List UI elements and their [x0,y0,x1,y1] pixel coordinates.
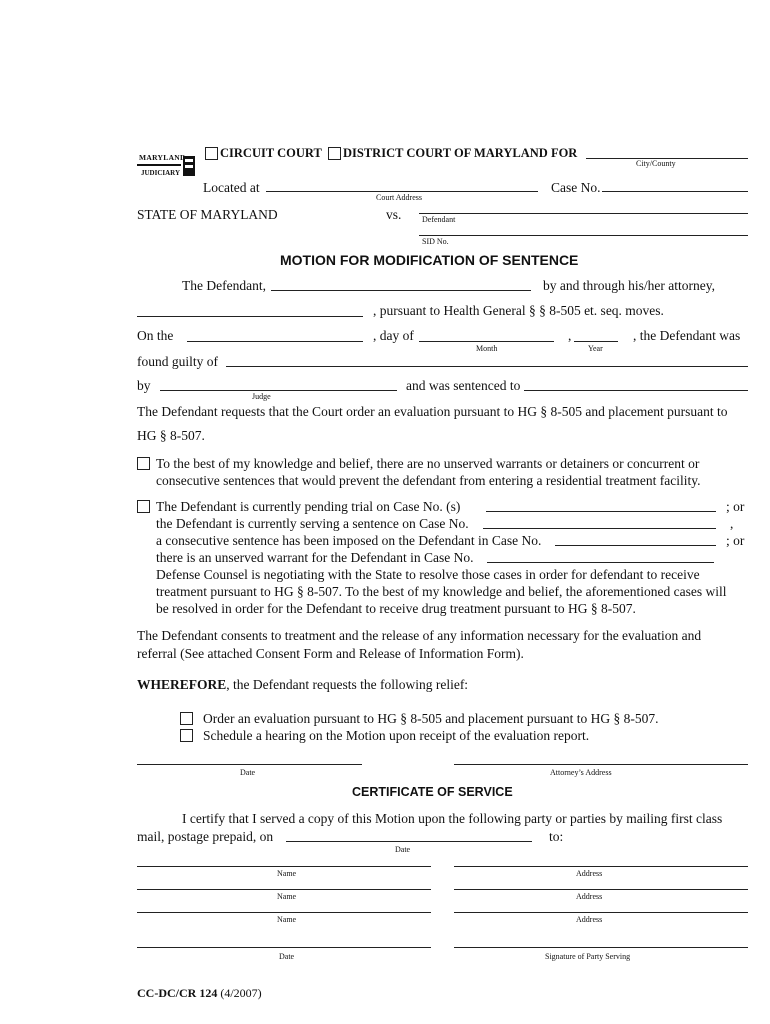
schedule-hearing-checkbox[interactable] [180,729,193,742]
comma: , [568,328,572,343]
negotiating-line-2: treatment pursuant to HG § 8-507. To the best of my knowledge and belief, the aforementioned cases will [156,584,727,599]
vs-label: vs. [386,207,402,222]
signature-field[interactable] [454,947,748,948]
wherefore-line [137,677,468,693]
party-address-field-1[interactable] [454,866,748,867]
year-field[interactable] [574,341,618,342]
signing-date-field[interactable] [137,947,431,948]
consecutive-case-no-field[interactable] [555,545,716,546]
no-warrants-line-1: To the best of my knowledge and belief, there are no unserved warrants or detainers or concurrent or [156,456,700,471]
day-of-label: , day of [373,328,414,343]
defendant-was-label: , the Defendant was [633,328,741,343]
form-number-date: (4/2007) [217,986,262,1000]
no-warrants-checkbox[interactable] [137,457,150,470]
no-warrants-line-2: consecutive sentences that would prevent the defendant from entering a residential treatment facility. [156,473,701,488]
pending-cases-checkbox[interactable] [137,500,150,513]
negotiating-line-3: be resolved in order for the Defendant to receive drug treatment pursuant to HG § 8-507. [156,601,636,616]
pending-trial-text: The Defendant is currently pending trial on Case No. (s) [156,499,461,514]
case-no-label: Case No. [551,180,601,195]
district-court-checkbox[interactable] [328,147,341,160]
state-of-maryland: STATE OF MARYLAND [137,207,278,222]
wherefore-bold: WHEREFORE [137,677,227,692]
schedule-hearing-text: Schedule a hearing on the Motion upon receipt of the evaluation report. [203,728,590,743]
signing-date-caption: Date [279,952,295,961]
pending-or: ; or [726,499,745,514]
requests-line-1: The Defendant requests that the Court order an evaluation pursuant to HG § 8-505 and placement pursuant to [137,404,728,419]
order-evaluation-text: Order an evaluation pursuant to HG § 8-505 and placement pursuant to HG § 8-507. [203,711,659,726]
signature-caption: Signature of Party Serving [545,952,631,961]
party-address-field-3[interactable] [454,912,748,913]
consecutive-sentence-text: a consecutive sentence has been imposed on the Defendant in Case No. [156,533,542,548]
sid-field[interactable] [419,235,748,236]
serving-sentence-text: the Defendant is currently serving a sentence on Case No. [156,516,469,531]
offense-field[interactable] [226,366,748,367]
pending-case-no-field[interactable] [486,511,716,512]
city-county-caption: City/County [636,159,676,168]
on-the-label: On the [137,328,174,343]
maryland-judiciary-logo [137,153,199,179]
court-address-field[interactable] [266,191,538,192]
form-number-bold: CC-DC/CR 124 [137,986,218,1000]
court-address-caption: Court Address [376,193,422,202]
attorney-name-field[interactable] [137,316,363,317]
defendant-intro: The Defendant, [182,278,266,293]
requests-line-2: HG § 8-507. [137,428,205,443]
consecutive-or: ; or [726,533,745,548]
warrant-case-no-field[interactable] [487,562,714,563]
party-name-field-1[interactable] [137,866,431,867]
name-caption-3: Name [277,915,297,924]
wherefore-rest: , the Defendant requests the following relief: [226,677,469,692]
sid-caption: SID No. [422,237,449,246]
case-no-field[interactable] [602,191,748,192]
by-label: by [137,378,151,393]
order-evaluation-checkbox[interactable] [180,712,193,725]
motion-date-field[interactable] [137,764,362,765]
circuit-court-label: CIRCUIT COURT [220,146,322,160]
serving-case-no-field[interactable] [483,528,716,529]
sentenced-to-label: and was sentenced to [406,378,521,393]
judge-caption: Judge [252,392,271,401]
day-field[interactable] [187,341,363,342]
page-title: MOTION FOR MODIFICATION OF SENTENCE [280,252,579,268]
circuit-court-checkbox[interactable] [205,147,218,160]
consent-line-2: referral (See attached Consent Form and Release of Information Form). [137,646,524,661]
name-caption-2: Name [277,892,297,901]
motion-date-caption: Date [240,768,256,777]
service-date-caption: Date [395,845,411,854]
to-label: to: [549,829,564,844]
address-caption-2: Address [576,892,603,901]
defendant-field[interactable] [419,213,748,214]
name-caption-1: Name [277,869,297,878]
month-caption: Month [476,344,498,353]
attorney-address-field[interactable] [454,764,748,765]
service-date-field[interactable] [286,841,532,842]
certificate-line-1: I certify that I served a copy of this Motion upon the following party or parties by mailing first class [182,811,723,826]
serving-comma: , [730,516,734,531]
district-court-label: DISTRICT COURT OF MARYLAND FOR [343,146,578,160]
logo-maryland-text: MARYLAND [139,153,186,162]
party-name-field-2[interactable] [137,889,431,890]
negotiating-line-1: Defense Counsel is negotiating with the State to resolve those cases in order for defendant to receive [156,567,700,582]
sentence-field[interactable] [524,390,748,391]
certificate-line-2: mail, postage prepaid, on [137,829,274,844]
address-caption-3: Address [576,915,603,924]
attorney-address-caption: Attorney’s Address [550,768,612,777]
unserved-warrant-text: there is an unserved warrant for the Defendant in Case No. [156,550,474,565]
certificate-title: CERTIFICATE OF SERVICE [352,785,513,799]
defendant-caption: Defendant [422,215,456,224]
logo-judiciary-text: JUDICIARY [141,169,181,177]
party-name-field-3[interactable] [137,912,431,913]
pursuant-text: , pursuant to Health General § § 8-505 et. seq. moves. [373,303,664,318]
year-caption: Year [588,344,603,353]
consent-line-1: The Defendant consents to treatment and the release of any information necessary for the evaluation and [137,628,702,643]
form-number [137,986,262,1001]
found-guilty-label: found guilty of [137,354,218,369]
attorney-intro: by and through his/her attorney, [543,278,715,293]
defendant-name-field[interactable] [271,290,531,291]
judge-field[interactable] [160,390,397,391]
located-at-label: Located at [203,180,260,195]
party-address-field-2[interactable] [454,889,748,890]
address-caption-1: Address [576,869,603,878]
month-field[interactable] [419,341,554,342]
